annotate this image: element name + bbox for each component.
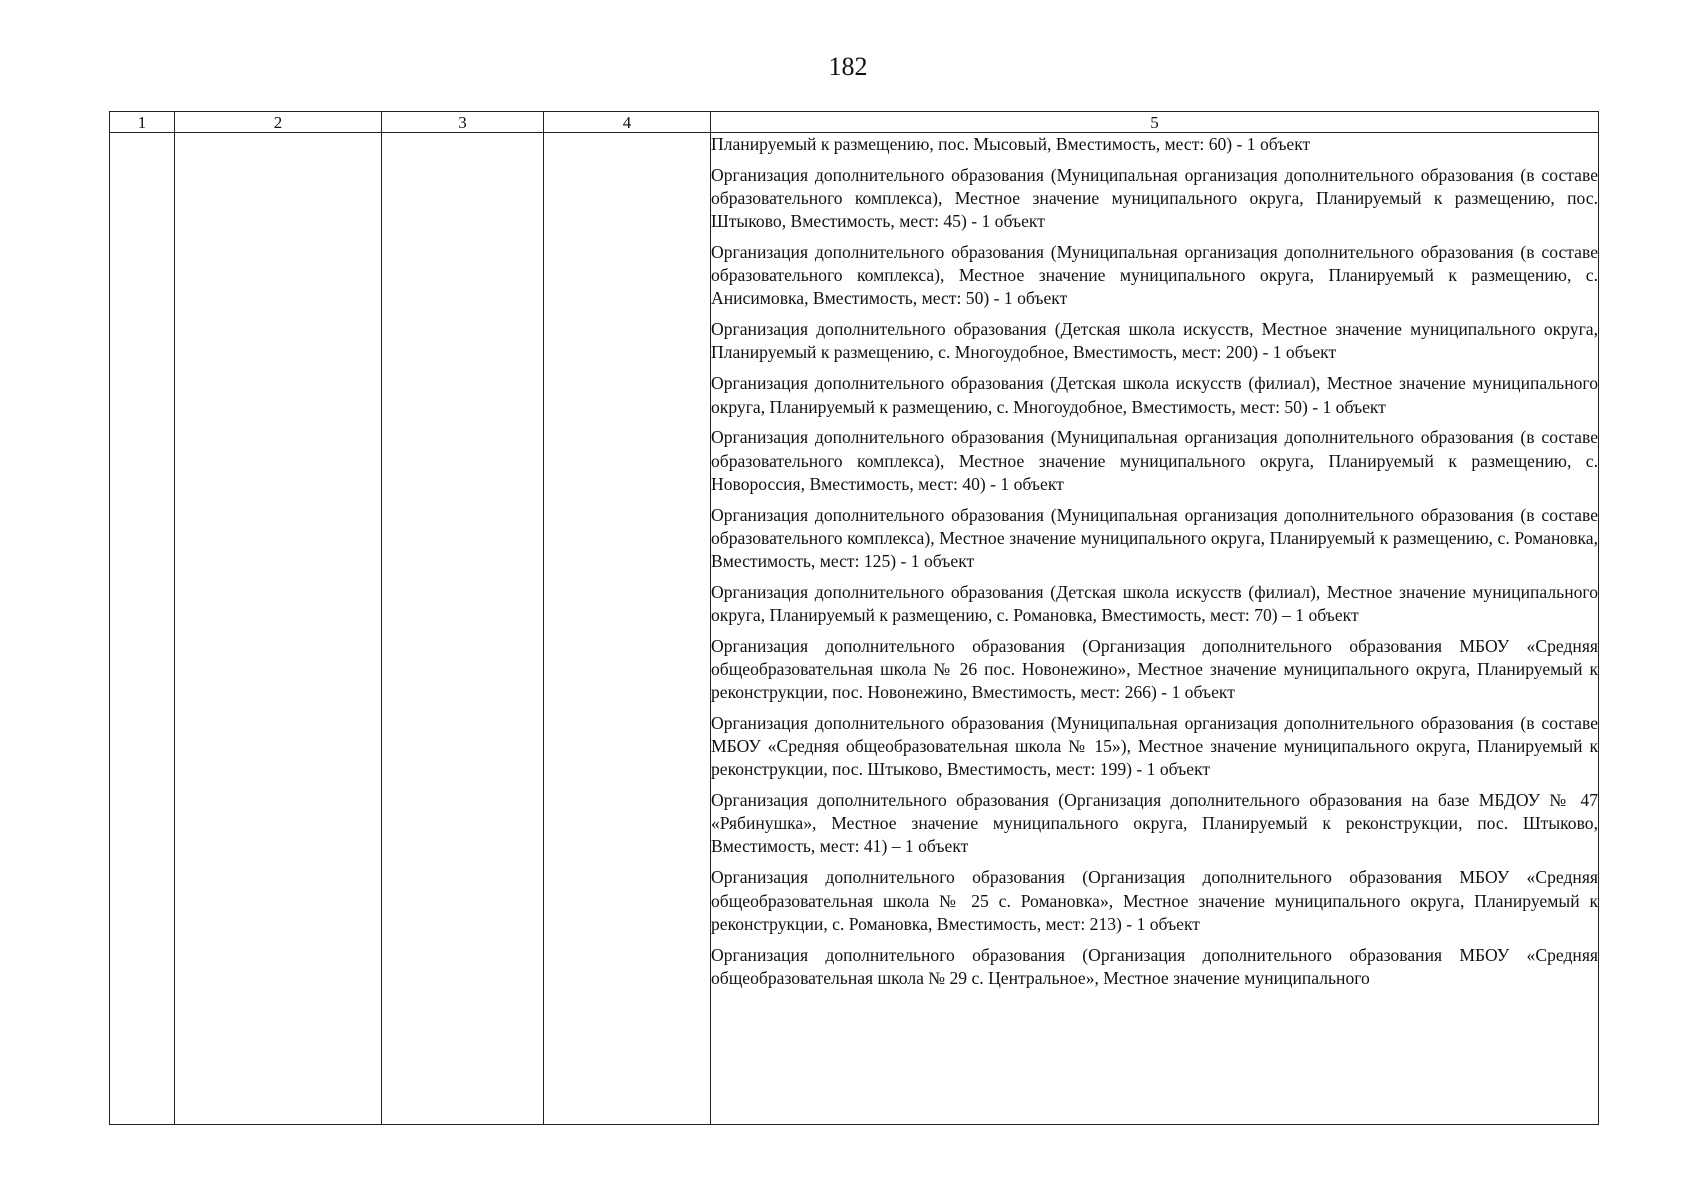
entry-item: Организация дополнительного образования (Детская школа искусств, Местное значение муниципального округа, Планируемый к размещению, с. Многоудобное, Вместимость, мест: 200) - 1 объект [711, 319, 1598, 363]
column-header-5: 5 [711, 112, 1599, 133]
entry-item: Организация дополнительного образования (Муниципальная организация дополнительного образования (в составе МБОУ «Средняя общеобразовательная школа № 15»), Местное значение муниципального округа, Планируемый к реконструкции, пос. Штыково, Вместимость, мест: 199) - 1 объект [711, 713, 1598, 780]
entry-item: Организация дополнительного образования (Детская школа искусств (филиал), Местное значение муниципального округа, Планируемый к размещению, с. Многоудобное, Вместимость, мест: 50) - 1 объект [711, 373, 1598, 417]
entry-item: Организация дополнительного образования (Муниципальная организация дополнительного образования (в составе образовательного комплекса), Местное значение муниципального округа, Планируемый к размещению, пос. Штыково, Вместимость, мест: 45) - 1 объект [711, 164, 1598, 232]
column-2-cell [175, 133, 382, 1125]
entry-item: Организация дополнительного образования (Организация дополнительного образования МБОУ «Средняя общеобразовательная школа № 25 с. Романовка», Местное значение муниципального округа, Планируемый к реконструкции, с. Романовка, Вместимость, мест: 213) - 1 объект [711, 867, 1598, 934]
entry-item: Организация дополнительного образования (Муниципальная организация дополнительного образования (в составе образовательного комплекса), Местное значение муниципального округа, Планируемый к размещению, с. Романовка, Вместимость, мест: 125) - 1 объект [711, 504, 1598, 571]
document-table [109, 111, 1599, 1125]
entry-item: Организация дополнительного образования (Муниципальная организация дополнительного образования (в составе образовательного комплекса), Местное значение муниципального округа, Планируемый к размещению, с. Новороссия, Вместимость, мест: 40) - 1 объект [711, 427, 1598, 494]
column-header-1: 1 [110, 112, 175, 133]
entry-item: Организация дополнительного образования (Детская школа искусств (филиал), Местное значение муниципального округа, Планируемый к размещению, с. Романовка, Вместимость, мест: 70) – 1 объект [711, 581, 1598, 625]
column-header-4: 4 [544, 112, 711, 133]
entry-item: Организация дополнительного образования (Организация дополнительного образования МБОУ «Средняя общеобразовательная школа № 29 с. Центральное», Местное значение муниципального [711, 944, 1598, 988]
entry-item: Планируемый к размещению, пос. Мысовый, Вместимость, мест: 60) - 1 объект [711, 134, 1311, 154]
column-header-3: 3 [382, 112, 544, 133]
table-row [110, 133, 1599, 1125]
column-4-cell [544, 133, 711, 1125]
page-number: 182 [828, 52, 868, 81]
table-header-row [110, 112, 1599, 133]
column-5-cell [711, 133, 1599, 1125]
column-header-2: 2 [175, 112, 382, 133]
column-3-cell [382, 133, 544, 1125]
column-1-cell [110, 133, 175, 1125]
entry-item: Организация дополнительного образования (Организация дополнительного образования МБОУ «Средняя общеобразовательная школа № 26 пос. Новонежино», Местное значение муниципального округа, Планируемый к реконструкции, пос. Новонежино, Вместимость, мест: 266) - 1 объект [711, 635, 1598, 703]
entry-item: Организация дополнительного образования (Организация дополнительного образования на базе МБДОУ № 47 «Рябинушка», Местное значение муниципального округа, Планируемый к реконструкции, пос. Штыково, Вместимость, мест: 41) – 1 объект [711, 790, 1598, 857]
entry-item: Организация дополнительного образования (Муниципальная организация дополнительного образования (в составе образовательного комплекса), Местное значение муниципального округа, Планируемый к размещению, с. Анисимовка, Вместимость, мест: 50) - 1 объект [711, 242, 1598, 309]
